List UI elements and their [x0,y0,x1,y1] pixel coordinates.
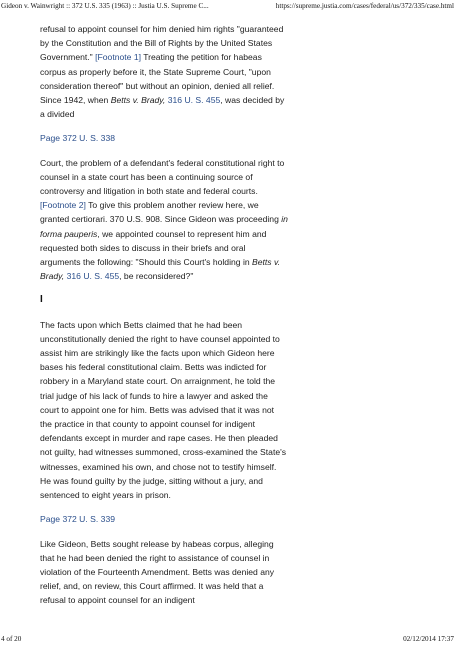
paragraph-1-text-b: Treating the petition for habeas corpus as properly before it, the State Supreme Court, "upon consideration thereof" but without an opinion, denied all relief. Since 1942, when [40,52,275,106]
footnote-2-link[interactable]: [Footnote 2] [40,200,86,211]
paragraph-4: Like Gideon, Betts sought release by habeas corpus, alleging that he had been denied the right to assistance of counsel in violation of the Fourteenth Amendment. Betts was denied any relief, and, on review, this Court affirmed. It was held that a refusal to appoint counsel for an indigent [40,538,275,606]
citation-link-316-us-455[interactable]: 316 U. S. 455 [167,95,221,106]
case-name-italic-2: Betts v. Brady, [40,257,281,282]
paragraph-3: The facts upon which Betts claimed that he had been unconstitutionally denied the right to have counsel appointed to assist him are strikingly like the facts upon which Gideon here bases his federal constitutional claim. Betts was indicted for robbery in a Maryland state court. On arraignment, he told the trial judge of his lack of funds to hire a lawyer and asked the court to appoint one for him. Betts was advised that it was not the practice in that county to appoint counsel for indigent defendants except in murder and rape cases. He then pleaded not guilty, had witnesses summoned, cross-examined the State's witnesses, examined his own, and chose not to testify himself. He was found guilty by the judge, sitting without a jury, and sentenced to eight years in prison. [40,319,287,501]
paragraph-2-text-a: Court, the problem of a defendant's federal constitutional right to counsel in a state court has been a continuing source of controversy and litigation in both state and federal courts. [40,157,285,197]
footnote-1-link[interactable]: [Footnote 1] [95,52,141,63]
print-header-title: Gideon v. Wainwright :: 372 U.S. 335 (1963) :: Justia U.S. Supreme C... [1,2,209,10]
page-count: 4 of 20 [1,635,22,643]
citation-link-316-us-455-b[interactable]: 316 U. S. 455 [66,271,120,282]
paragraph-2-text-c: , we appointed counsel to represent him and requested both sides to discuss in their briefs and oral arguments the following: "Should this Court's holding in [40,228,267,268]
section-heading: I [40,294,43,306]
paragraph-2-text-d: , be reconsidered?" [119,271,194,282]
print-footer [0,634,456,646]
page-marker-339[interactable]: Page 372 U. S. 339 [40,514,116,525]
paragraph-1 [40,22,288,121]
print-header-url: https://supreme.justia.com/cases/federal/us/372/335/case.html [275,2,454,10]
case-name-italic: Betts v. Brady, [110,95,166,106]
page-marker-338[interactable]: Page 372 U. S. 338 [40,133,116,144]
paragraph-1-text-a: refusal to appoint counsel for him denied him rights "guaranteed by the Constitution and the Bill of Rights by the United States Government." [40,24,284,63]
latin-phrase-italic: in forma pauperis [40,214,288,239]
print-datetime: 02/12/2014 17:37 [403,635,454,643]
print-header [0,0,456,14]
paragraph-2-text-b: To give this problem another review here, we granted certiorari. 370 U.S. 908. Since Gideon was proceeding [40,200,282,225]
paragraph-1-text-c: , was decided by a divided [40,95,285,120]
paragraph-2 [40,156,288,284]
opinion-text [40,22,288,608]
